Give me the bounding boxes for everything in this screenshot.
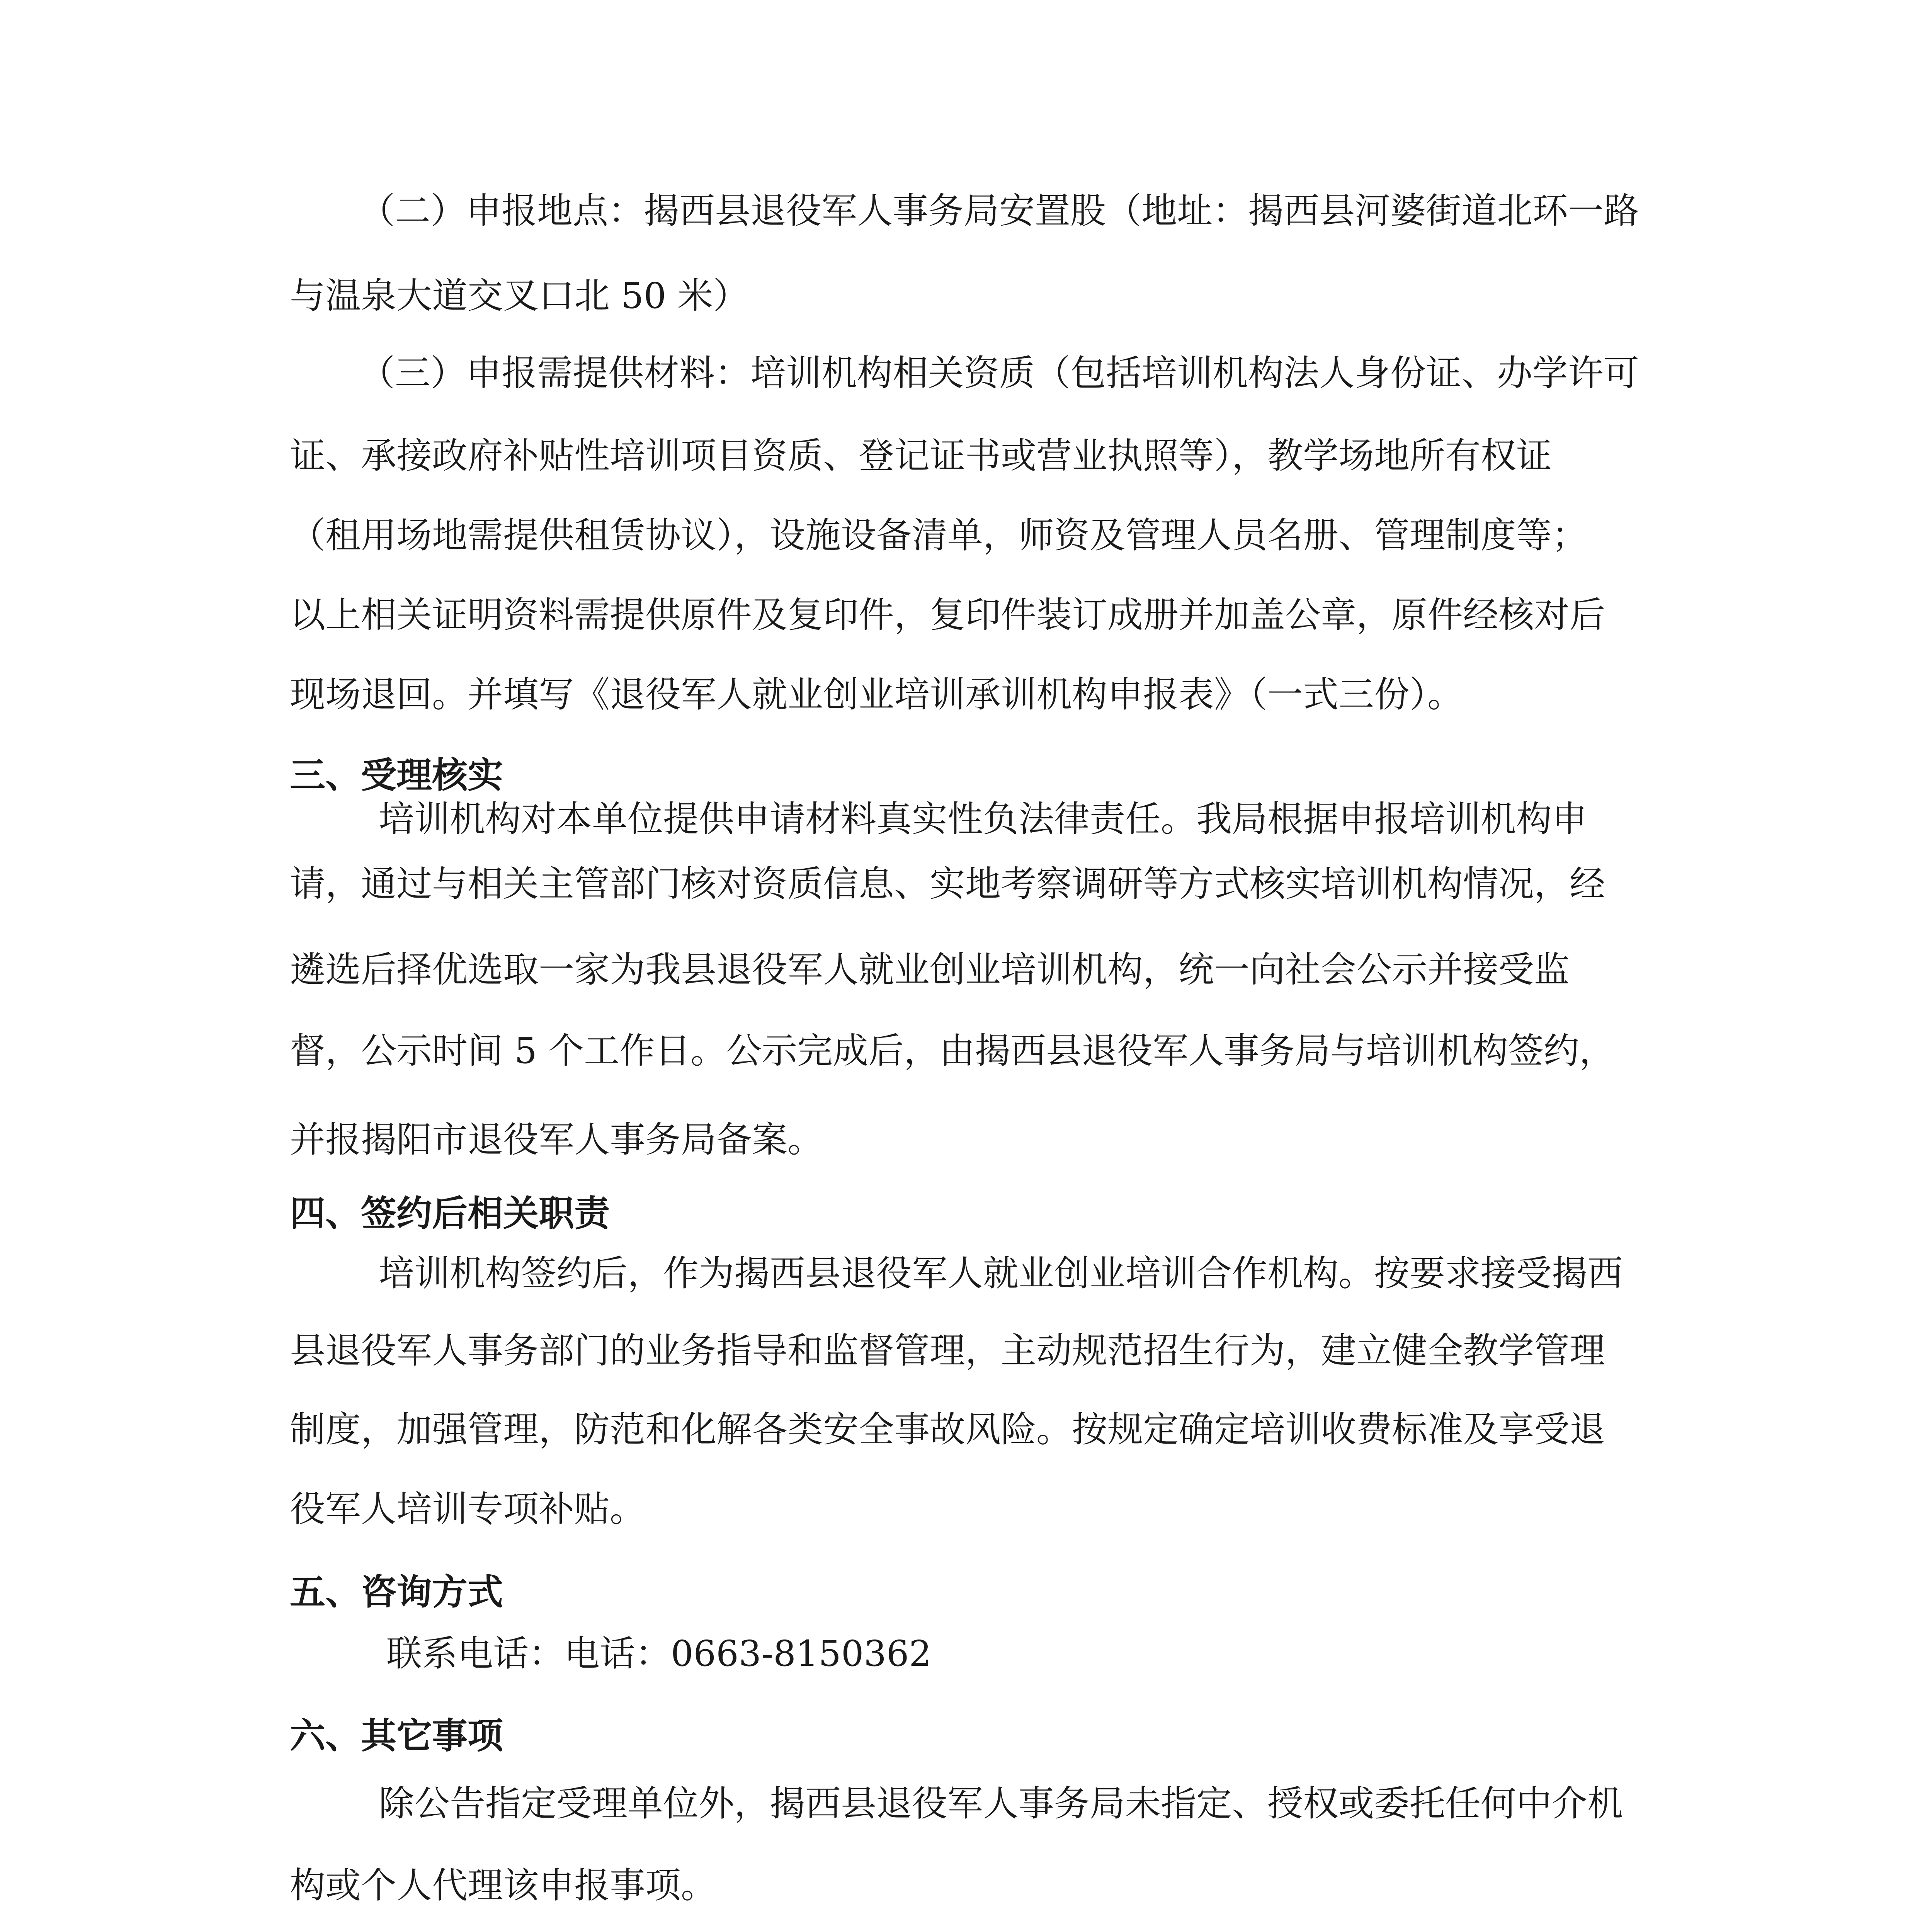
body-line: 役军人培训专项补贴。: [290, 1488, 646, 1530]
body-line: 除公告指定受理单位外，揭西县退役军人事务局未指定、授权或委托任何中介机: [379, 1783, 1623, 1824]
body-line: 并报揭阳市退役军人事务局备案。: [290, 1119, 823, 1160]
body-line: 证、承接政府补贴性培训项目资质、登记证书或营业执照等），教学场地所有权证: [290, 435, 1552, 476]
body-line: （三）申报需提供材料：培训机构相关资质（包括培训机构法人身份证、办学许可: [359, 352, 1639, 394]
body-line: 制度，加强管理，防范和化解各类安全事故风险。按规定确定培训收费标准及享受退: [290, 1409, 1605, 1450]
body-line: 培训机构签约后，作为揭西县退役军人就业创业培训合作机构。按要求接受揭西: [379, 1253, 1623, 1294]
section-heading: 六、其它事项: [290, 1715, 503, 1757]
body-line: 督，公示时间 5 个工作日。公示完成后，由揭西县退役军人事务局与培训机构签约，: [290, 1030, 1615, 1071]
body-line: 培训机构对本单位提供申请材料真实性负法律责任。我局根据申报培训机构申: [379, 798, 1588, 840]
body-line: 遴选后择优选取一家为我县退役军人就业创业培训机构，统一向社会公示并接受监: [290, 949, 1570, 990]
body-line: （租用场地需提供租赁协议），设施设备清单，师资及管理人员名册、管理制度等；: [290, 515, 1588, 556]
body-line: 构或个人代理该申报事项。: [290, 1865, 717, 1906]
body-line: 请，通过与相关主管部门核对资质信息、实地考察调研等方式核实培训机构情况，经: [290, 863, 1605, 905]
body-line: 县退役军人事务部门的业务指导和监督管理，主动规范招生行为，建立健全教学管理: [290, 1330, 1605, 1371]
contact-phone: 联系电话：电话：0663-8150362: [386, 1633, 932, 1674]
body-line: 以上相关证明资料需提供原件及复印件，复印件装订成册并加盖公章，原件经核对后: [290, 594, 1605, 636]
body-line: （二）申报地点：揭西县退役军人事务局安置股（地址：揭西县河婆街道北环一路: [359, 190, 1639, 231]
body-line: 与温泉大道交叉口北 50 米）: [290, 275, 749, 316]
section-heading: 三、受理核实: [290, 754, 503, 796]
section-heading: 五、咨询方式: [290, 1571, 503, 1613]
section-heading: 四、签约后相关职责: [290, 1192, 610, 1234]
body-line: 现场退回。并填写《退役军人就业创业培训承训机构申报表》（一式三份）。: [290, 674, 1463, 715]
